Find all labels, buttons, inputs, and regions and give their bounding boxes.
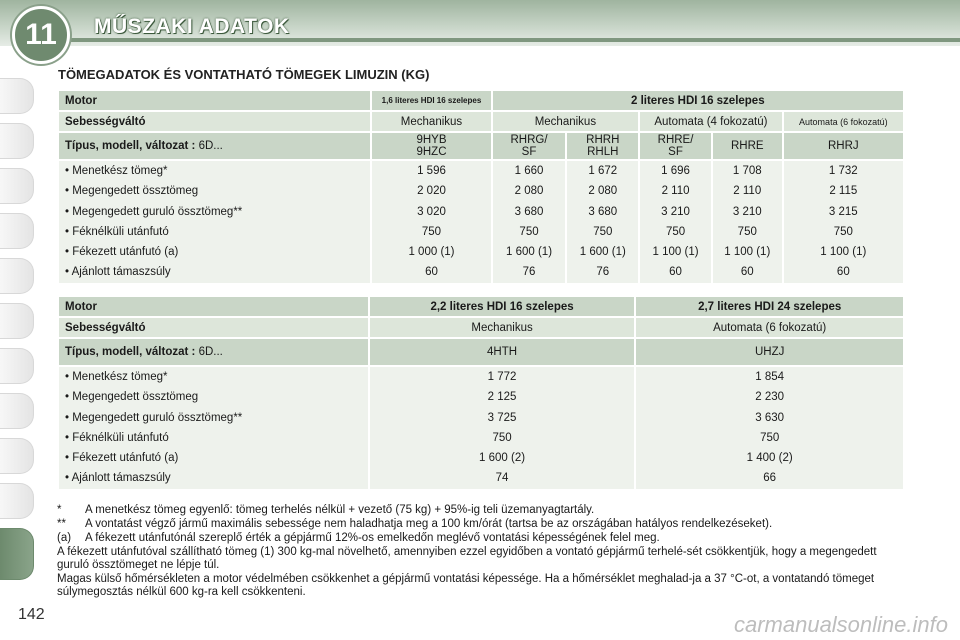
value-cell: 2 080 — [588, 185, 618, 198]
type-line: RHRG/ — [510, 134, 548, 146]
gearbox-cell: Automata (6 fokozatú) — [784, 112, 903, 131]
note-paragraph: A fékezett utánfutóval szállítható tömeg (1) 300 kg-mal növelhető, amennyiben ezzel egyidőben a vontató gépjármű terhelé-sét csökkentjük, hogy a megengedett guruló össztömeget ne lépje túl. — [57, 546, 877, 571]
row-label: • Megengedett össztömeg — [65, 391, 199, 404]
chapter-tab[interactable] — [0, 438, 34, 474]
chapter-tab[interactable] — [0, 348, 34, 384]
section-title: TÖMEGADATOK ÉS VONTATHATÓ TÖMEGEK LIMUZIN (KG) — [58, 67, 430, 82]
values-row — [59, 367, 903, 489]
value-cell: 74 — [495, 472, 509, 485]
row-label: • Féknélküli utánfutó — [65, 225, 169, 238]
value-cell: 2 080 — [514, 185, 544, 198]
gearbox-cell: Mechanikus — [370, 318, 635, 337]
chapter-tab[interactable] — [0, 258, 34, 294]
type-cell — [493, 133, 566, 159]
values-column — [493, 161, 566, 283]
row-label: • Menetkész tömeg* — [65, 371, 168, 383]
value-cell: 1 732 — [828, 165, 858, 177]
row-label: • Menetkész tömeg* — [65, 165, 168, 177]
value-cell: 3 680 — [514, 205, 544, 218]
footnote-mark: (a) — [57, 532, 72, 544]
type-line: RHRH — [586, 134, 620, 146]
gearbox-row — [59, 112, 903, 131]
row-label: • Ajánlott támaszsúly — [65, 472, 171, 485]
values-column — [567, 161, 638, 283]
footnote-text: A fékezett utánfutónál szereplő érték a gépjármű 12%-os emelkedőn meglévő vontatási képességének felel meg. — [85, 532, 660, 544]
value-cell: 1 708 — [732, 165, 762, 177]
type-row — [59, 339, 903, 365]
value-cell: 2 125 — [487, 391, 517, 404]
type-prefix: 6D... — [198, 140, 223, 152]
motor-label: Motor — [59, 297, 368, 316]
type-label-text: Típus, modell, változat : — [65, 140, 196, 152]
footnotes — [57, 504, 907, 599]
chapter-tab[interactable] — [0, 168, 34, 204]
row-labels — [59, 367, 368, 489]
gearbox-cell: Mechanikus — [493, 112, 639, 131]
value-cell: 3 725 — [487, 411, 517, 424]
value-cell: 1 772 — [487, 371, 517, 383]
chapter-tab[interactable] — [0, 483, 34, 519]
type-cell — [372, 133, 490, 159]
type-cell — [713, 133, 782, 159]
values-column — [784, 161, 903, 283]
value-cell: 750 — [737, 225, 757, 238]
values-row — [59, 161, 903, 283]
footnote — [57, 504, 907, 517]
type-cell — [640, 133, 711, 159]
footnote-text: A vontatást végző jármű maximális sebessége nem haladhatja meg a 100 km/órát (tartsa be az országában hatályos rendelkezéseket). — [85, 518, 773, 530]
chapter-tab[interactable] — [0, 213, 34, 249]
watermark: carmanualsonline.info — [733, 612, 948, 637]
value-cell: 3 215 — [828, 205, 858, 218]
value-cell: 2 115 — [829, 185, 858, 198]
weights-table-2 — [57, 295, 905, 491]
motor-row — [59, 91, 903, 110]
footnote — [57, 518, 907, 531]
motor-label: Motor — [59, 91, 370, 110]
value-cell: 1 100 (1) — [724, 246, 771, 259]
value-cell: 750 — [421, 225, 442, 238]
engine-1-6-hdi: 1,6 literes HDI 16 szelepes — [372, 91, 490, 110]
value-cell: 3 210 — [661, 205, 690, 218]
value-cell: 1 600 (1) — [506, 246, 553, 259]
value-cell: 750 — [593, 225, 613, 238]
value-cell: 60 — [669, 266, 682, 279]
value-cell: 76 — [522, 266, 536, 279]
value-cell: 750 — [760, 431, 780, 444]
page-number: 142 — [18, 606, 45, 623]
row-label: • Féknélküli utánfutó — [65, 431, 169, 444]
value-cell: 1 100 (1) — [652, 246, 699, 259]
chapter-tab[interactable] — [0, 393, 34, 429]
type-cell — [567, 133, 638, 159]
type-line: RHRJ — [827, 140, 859, 152]
gearbox-label: Sebességváltó — [59, 318, 368, 337]
gearbox-cell: Automata (6 fokozatú) — [636, 318, 903, 337]
value-cell: 750 — [833, 225, 853, 238]
value-cell: 1 600 (2) — [479, 452, 526, 465]
type-label — [59, 339, 368, 365]
value-cell: 1 600 (1) — [579, 246, 626, 259]
gearbox-cell: Automata (4 fokozatú) — [640, 112, 781, 131]
value-cell: 2 110 — [661, 185, 690, 198]
value-cell: 750 — [519, 225, 539, 238]
values-column — [640, 161, 711, 283]
value-cell: 3 210 — [732, 205, 762, 218]
type-line: 9HZC — [416, 146, 447, 158]
value-cell: 1 696 — [661, 165, 690, 177]
type-cell: 4HTH — [370, 339, 635, 365]
value-cell: 1 660 — [514, 165, 544, 177]
value-cell: 66 — [763, 472, 777, 485]
footnote — [57, 532, 907, 545]
row-label: • Megengedett guruló össztömeg** — [65, 205, 243, 218]
row-label: • Ajánlott támaszsúly — [65, 266, 171, 279]
row-label: • Fékezett utánfutó (a) — [65, 246, 179, 259]
chapter-tab[interactable] — [0, 303, 34, 339]
values-column — [636, 367, 903, 489]
chapter-tab[interactable] — [0, 123, 34, 159]
type-line: RHRE — [730, 140, 764, 152]
chapter-tabs — [0, 78, 34, 589]
type-line: RHLH — [587, 146, 619, 158]
value-cell: 1 100 (1) — [820, 246, 867, 259]
row-label: • Megengedett guruló össztömeg** — [65, 411, 243, 424]
type-cell — [784, 133, 903, 159]
value-cell: 76 — [596, 266, 610, 279]
type-row — [59, 133, 903, 159]
row-label: • Megengedett össztömeg — [65, 185, 199, 198]
values-column — [370, 367, 635, 489]
value-cell: 60 — [740, 266, 754, 279]
type-label-text: Típus, modell, változat : — [65, 346, 196, 358]
type-label — [59, 133, 370, 159]
value-cell: 2 110 — [733, 185, 762, 198]
value-cell: 1 672 — [588, 165, 618, 177]
footnote-mark: ** — [57, 518, 66, 530]
row-labels — [59, 161, 370, 283]
gearbox-label: Sebességváltó — [59, 112, 370, 131]
values-column — [372, 161, 490, 283]
value-cell: 750 — [492, 431, 512, 444]
chapter-badge: 11 — [12, 6, 70, 64]
engine-2-0-hdi: 2 literes HDI 16 szelepes — [493, 91, 903, 110]
value-cell: 2 020 — [417, 185, 446, 198]
value-cell: 60 — [425, 266, 438, 279]
motor-row — [59, 297, 903, 316]
gearbox-row — [59, 318, 903, 337]
value-cell: 3 630 — [755, 411, 785, 424]
row-label: • Fékezett utánfutó (a) — [65, 452, 179, 465]
value-cell: 60 — [836, 266, 850, 279]
chapter-tab-active[interactable] — [0, 528, 34, 580]
values-column — [713, 161, 782, 283]
value-cell: 1 596 — [417, 165, 446, 177]
type-line: SF — [668, 146, 683, 158]
page-title: MŰSZAKI ADATOK — [94, 15, 290, 38]
weights-table-1 — [57, 89, 905, 285]
type-line: RHRE/ — [657, 134, 694, 146]
engine-2-2-hdi: 2,2 literes HDI 16 szelepes — [370, 297, 635, 316]
gearbox-cell: Mechanikus — [372, 112, 490, 131]
footnote-mark: * — [57, 504, 62, 516]
value-cell: 750 — [665, 225, 686, 238]
value-cell: 1 000 (1) — [408, 246, 455, 259]
type-prefix: 6D... — [198, 346, 223, 358]
engine-2-7-hdi: 2,7 literes HDI 24 szelepes — [636, 297, 903, 316]
value-cell: 3 680 — [588, 205, 618, 218]
note-paragraph: Magas külső hőmérsékleten a motor védelmében csökkenhet a gépjármű vontatási képessége. Ha a hőmérséklet meghalad-ja a 37 °C-ot, a vontatandó tömeget súlymegosztás nélkül 600 kg-ra kell csökkenteni. — [57, 573, 875, 598]
value-cell: 3 020 — [417, 205, 446, 218]
type-cell: UHZJ — [636, 339, 903, 365]
value-cell: 2 230 — [755, 391, 785, 404]
value-cell: 1 400 (2) — [746, 452, 793, 465]
type-line: 9HYB — [416, 134, 447, 146]
footnote-text: A menetkész tömeg egyenlő: tömeg terhelés nélkül + vezető (75 kg) + 95%-ig teli üzemanyagtartály. — [85, 504, 595, 516]
value-cell: 1 854 — [755, 371, 785, 383]
type-line: SF — [521, 146, 537, 158]
chapter-tab[interactable] — [0, 78, 34, 114]
